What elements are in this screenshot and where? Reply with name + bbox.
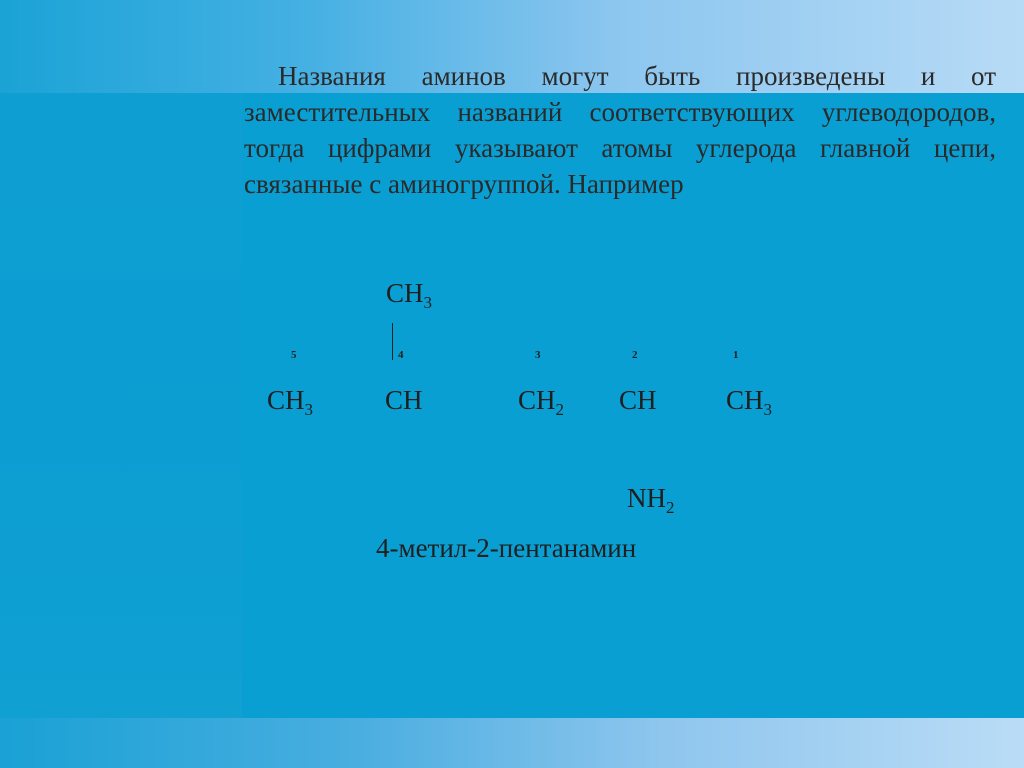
chain-group-5-sub: 3	[763, 400, 773, 419]
amino-group	[627, 483, 675, 517]
compound-name: 4-метил-2-пентанамин	[376, 533, 637, 563]
chain-group-1	[267, 385, 314, 419]
chain-group-2-base: CH	[385, 385, 423, 415]
chain-group-4-base: CH	[619, 385, 657, 415]
branch-methyl-sub: 3	[423, 293, 433, 312]
chain-group-5	[726, 385, 773, 419]
carbon-number-2: 2	[632, 349, 638, 361]
carbon-number-5: 5	[291, 349, 297, 361]
chain-group-4	[619, 385, 657, 415]
branch-methyl-base: CH	[386, 278, 424, 308]
vertical-bond	[392, 323, 393, 360]
carbon-number-4: 4	[398, 349, 404, 361]
chain-group-1-base: CH	[267, 385, 305, 415]
carbon-number-1: 1	[733, 349, 739, 361]
carbon-number-3: 3	[535, 349, 541, 361]
amino-group-sub: 2	[666, 498, 675, 517]
chain-group-3	[518, 385, 565, 419]
chain-group-2	[385, 385, 423, 415]
body-paragraph: Названия аминов могут быть произведены и от заместительных названий соответствующих углеводородов, тогда цифрами указывают атомы углерода главной цепи, связанные с аминогруппой. Например	[244, 61, 996, 199]
chain-group-1-sub: 3	[304, 400, 314, 419]
branch-methyl	[386, 278, 433, 312]
chain-group-3-base: CH	[518, 385, 556, 415]
chain-group-5-base: CH	[726, 385, 764, 415]
chain-group-3-sub: 2	[555, 400, 565, 419]
bottom-gradient-band	[0, 718, 1024, 768]
left-shade	[0, 0, 242, 768]
amino-group-base: NH	[627, 483, 666, 513]
